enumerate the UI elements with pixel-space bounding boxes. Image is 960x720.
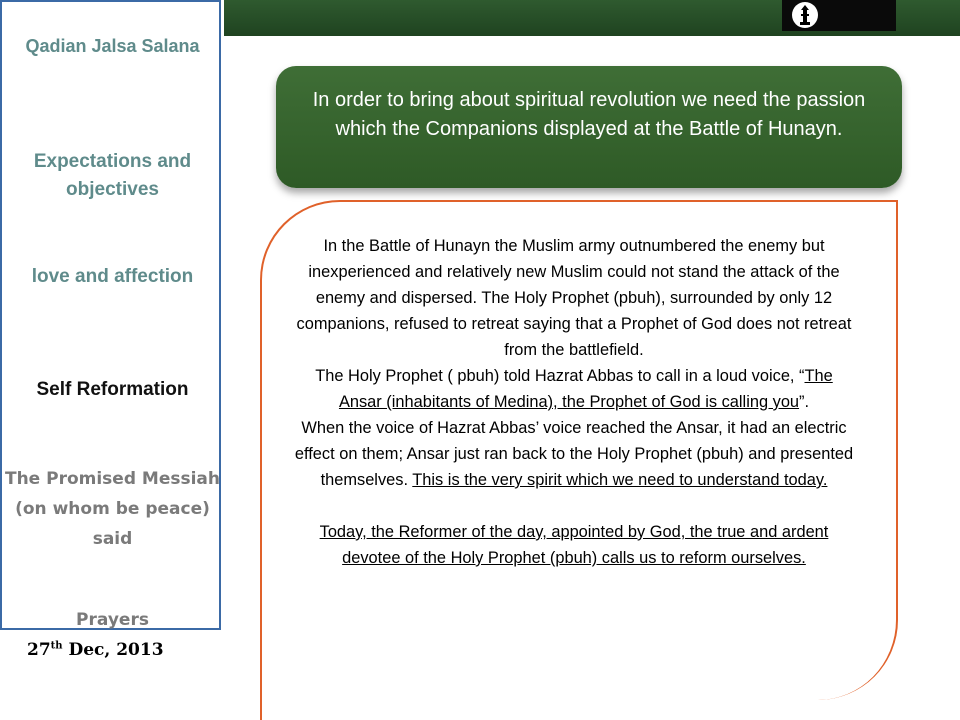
- paragraph-battle: In the Battle of Hunayn the Muslim army outnumbered the enemy but inexperienced and relatively new Muslim could not stand the attack of the enemy and dispersed. The Holy Prophet (pbuh), surrounded by only 12 companions, refused to retreat saying that a Prophet of God does not retreat from the battlefield.: [296, 237, 852, 359]
- content-box-edge: [260, 698, 898, 720]
- paragraph-abbas-call: The Holy Prophet ( pbuh) told Hazrat Abbas to call in a loud voice, “The Ansar (inhabitants of Medina), the Prophet of God is calling you”.: [315, 367, 833, 411]
- headline-box: In order to bring about spiritual revolution we need the passion which the Companions displayed at the Battle of Hunayn.: [276, 66, 902, 188]
- date-label: 27th Dec, 2013: [27, 640, 164, 660]
- sidebar-item-promised-messiah[interactable]: The Promised Messiah (on whom be peace) said: [4, 469, 221, 549]
- sidebar-item-love-affection[interactable]: love and affection: [31, 266, 194, 287]
- paragraph-reformer: Today, the Reformer of the day, appointed by God, the true and ardent devotee of the Holy Prophet (pbuh) calls us to reform ourselves.: [319, 523, 829, 567]
- body-text: [293, 233, 855, 571]
- sidebar-item-self-reformation[interactable]: Self Reformation: [36, 379, 189, 400]
- sidebar-item-expectations[interactable]: Expectations and objectives: [33, 151, 192, 200]
- sidebar-item-prayers[interactable]: Prayers: [76, 610, 149, 630]
- paragraph-ansar-return: When the voice of Hazrat Abbas’ voice reached the Ansar, it had an electric effect on them; Ansar just ran back to the Holy Prophet (pbuh) and presented themselves. This is the very spirit which we need to understand today.: [294, 419, 854, 489]
- sidebar-item-qadian-jalsa-salana[interactable]: Qadian Jalsa Salana: [25, 36, 200, 56]
- logo: [782, 0, 896, 31]
- minaret-emblem-icon: [792, 2, 818, 28]
- sidebar: [0, 0, 221, 630]
